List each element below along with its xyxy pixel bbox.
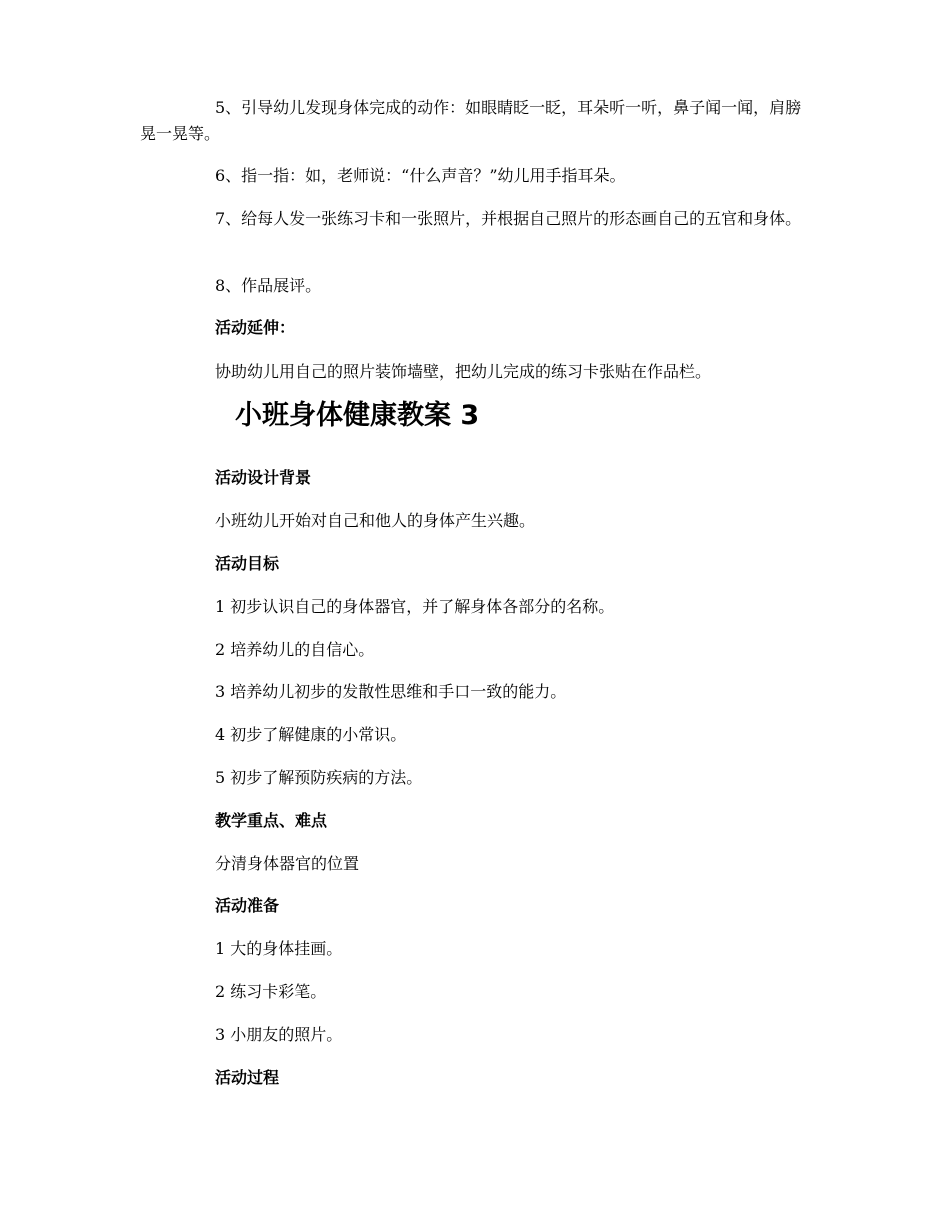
paragraph-step-8: 8、作品展评。 bbox=[215, 276, 322, 295]
paragraph-step-6: 6、指一指：如，老师说：“什么声音？”幼儿用手指耳朵。 bbox=[215, 166, 626, 185]
heading-key-points: 教学重点、难点 bbox=[215, 811, 328, 830]
paragraph-step-7: 7、给每人发一张练习卡和一张照片，并根据自己照片的形态画自己的五官和身体。 bbox=[215, 209, 802, 228]
heading-background: 活动设计背景 bbox=[215, 468, 312, 487]
list-item-preparation: 3 小朋友的照片。 bbox=[215, 1025, 343, 1044]
section-title: 小班身体健康教案 3 bbox=[235, 400, 480, 431]
list-item-goal: 3 培养幼儿初步的发散性思维和手口一致的能力。 bbox=[215, 682, 567, 701]
list-item-preparation: 1 大的身体挂画。 bbox=[215, 939, 343, 958]
paragraph-step-5: 5、引导幼儿发现身体完成的动作：如眼睛眨一眨，耳朵听一听，鼻子闻一闻，肩膀晃一晃等。 bbox=[140, 98, 802, 143]
paragraph-background: 小班幼儿开始对自己和他人的身体产生兴趣。 bbox=[215, 511, 536, 530]
list-item-goal: 5 初步了解预防疾病的方法。 bbox=[215, 768, 423, 787]
paragraph-key-points: 分清身体器官的位置 bbox=[215, 854, 360, 873]
heading-preparation: 活动准备 bbox=[215, 896, 280, 915]
paragraph-extension: 协助幼儿用自己的照片装饰墙壁，把幼儿完成的练习卡张贴在作品栏。 bbox=[215, 362, 712, 381]
heading-extension: 活动延伸： bbox=[215, 318, 296, 337]
list-item-goal: 1 初步认识自己的身体器官，并了解身体各部分的名称。 bbox=[215, 597, 615, 616]
list-item-preparation: 2 练习卡彩笔。 bbox=[215, 982, 327, 1001]
list-item-goal: 2 培养幼儿的自信心。 bbox=[215, 640, 375, 659]
heading-process: 活动过程 bbox=[215, 1068, 280, 1087]
heading-goals: 活动目标 bbox=[215, 554, 280, 573]
list-item-goal: 4 初步了解健康的小常识。 bbox=[215, 725, 407, 744]
